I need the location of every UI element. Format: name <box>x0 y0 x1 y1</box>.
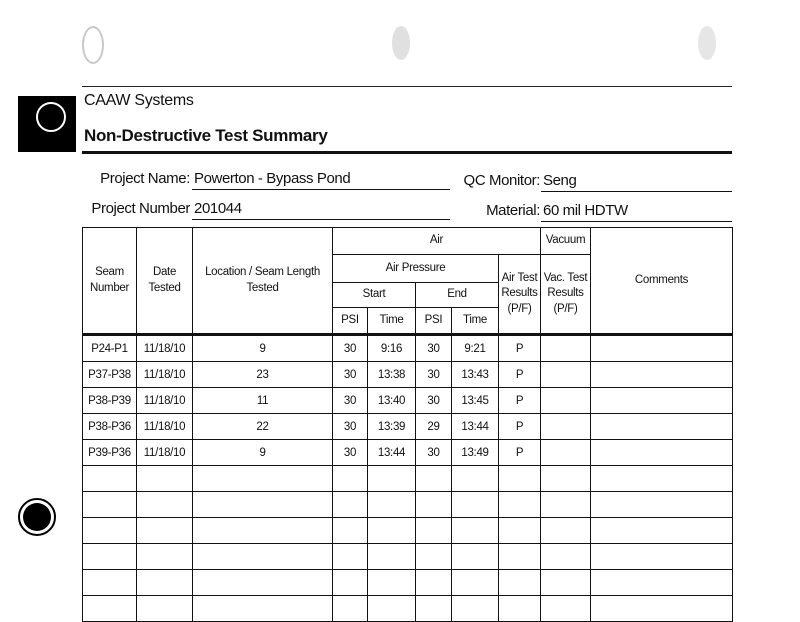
table-row <box>83 440 733 466</box>
cell-air-result: P <box>499 440 541 466</box>
material-line <box>541 221 732 222</box>
cell-end-time <box>452 518 499 544</box>
table-row <box>83 388 733 414</box>
cell-start-time: 13:44 <box>368 440 416 466</box>
cell-end-time <box>452 544 499 570</box>
cell-seam: P38-P39 <box>83 388 137 414</box>
cell-vac-result <box>541 570 591 596</box>
cell-end-psi: 30 <box>416 388 452 414</box>
cell-start-time <box>368 544 416 570</box>
cell-length: 9 <box>193 335 333 362</box>
header-comments: Comments <box>591 228 733 335</box>
top-rule <box>82 86 732 87</box>
cell-end-time: 13:44 <box>452 414 499 440</box>
cell-vac-result <box>541 440 591 466</box>
cell-date <box>137 466 193 492</box>
binder-mark-bottom <box>18 498 56 536</box>
cell-comments <box>591 466 733 492</box>
cell-start-time <box>368 570 416 596</box>
header-location: Location / Seam Length Tested <box>193 228 333 335</box>
table-row <box>83 414 733 440</box>
cell-end-time <box>452 570 499 596</box>
cell-end-psi: 30 <box>416 362 452 388</box>
project-name-line <box>192 189 450 190</box>
cell-air-result <box>499 544 541 570</box>
table-row <box>83 335 733 362</box>
cell-comments <box>591 544 733 570</box>
hole-punch-left <box>82 26 104 64</box>
ring-icon <box>36 102 66 132</box>
cell-start-psi <box>333 492 368 518</box>
cell-end-psi: 30 <box>416 335 452 362</box>
cell-end-psi <box>416 544 452 570</box>
cell-date <box>137 518 193 544</box>
cell-date: 11/18/10 <box>137 335 193 362</box>
cell-vac-result <box>541 414 591 440</box>
cell-date: 11/18/10 <box>137 414 193 440</box>
header-end-time: Time <box>452 308 499 335</box>
cell-start-psi <box>333 570 368 596</box>
cell-end-psi <box>416 492 452 518</box>
project-number-value: 201044 <box>194 200 242 217</box>
header-vac-test-results: Vac. Test Results (P/F) <box>541 255 591 335</box>
cell-comments <box>591 414 733 440</box>
cell-end-psi <box>416 518 452 544</box>
table-row <box>83 466 733 492</box>
hole-punch-right <box>698 26 716 60</box>
cell-start-psi: 30 <box>333 335 368 362</box>
cell-start-time: 13:38 <box>368 362 416 388</box>
cell-vac-result <box>541 362 591 388</box>
qc-monitor-value: Seng <box>543 172 577 189</box>
company-name: CAAW Systems <box>84 92 194 109</box>
cell-start-time <box>368 492 416 518</box>
table-row <box>83 362 733 388</box>
cell-air-result: P <box>499 335 541 362</box>
cell-date <box>137 492 193 518</box>
cell-length <box>193 544 333 570</box>
cell-vac-result <box>541 466 591 492</box>
hole-punch-center <box>392 26 410 60</box>
binder-mark-top <box>18 96 76 152</box>
cell-date <box>137 544 193 570</box>
cell-air-result: P <box>499 388 541 414</box>
cell-start-psi <box>333 466 368 492</box>
cell-date: 11/18/10 <box>137 388 193 414</box>
cell-end-time: 9:21 <box>452 335 499 362</box>
material-label: Material: <box>486 202 540 219</box>
report-title: Non-Destructive Test Summary <box>84 126 328 145</box>
cell-start-psi: 30 <box>333 362 368 388</box>
cell-length: 23 <box>193 362 333 388</box>
header-start: Start <box>333 283 416 308</box>
cell-start-time: 9:16 <box>368 335 416 362</box>
cell-end-time: 13:43 <box>452 362 499 388</box>
cell-seam: P24-P1 <box>83 335 137 362</box>
cell-comments <box>591 388 733 414</box>
cell-vac-result <box>541 518 591 544</box>
cell-comments <box>591 492 733 518</box>
header-air-pressure: Air Pressure <box>333 255 499 283</box>
cell-air-result <box>499 466 541 492</box>
cell-seam <box>83 492 137 518</box>
cell-vac-result <box>541 388 591 414</box>
cell-start-time <box>368 466 416 492</box>
header-vacuum: Vacuum <box>541 228 591 255</box>
cell-date: 11/18/10 <box>137 362 193 388</box>
cell-start-psi: 30 <box>333 414 368 440</box>
cell-seam: P39-P36 <box>83 440 137 466</box>
cell-length: 9 <box>193 440 333 466</box>
cell-air-result: P <box>499 414 541 440</box>
cell-seam <box>83 570 137 596</box>
cell-start-time <box>368 518 416 544</box>
qc-monitor-label: QC Monitor: <box>463 172 540 189</box>
cell-end-psi: 30 <box>416 440 452 466</box>
cell-end-time <box>452 492 499 518</box>
header-air-test-results: Air Test Results (P/F) <box>499 255 541 335</box>
cell-vac-result <box>541 492 591 518</box>
cell-start-psi <box>333 518 368 544</box>
cell-end-psi: 29 <box>416 414 452 440</box>
cell-seam <box>83 518 137 544</box>
cell-end-time <box>452 466 499 492</box>
title-rule <box>82 151 732 154</box>
cell-length <box>193 518 333 544</box>
cell-seam: P38-P36 <box>83 414 137 440</box>
cell-length: 22 <box>193 414 333 440</box>
header-air: Air <box>333 228 541 255</box>
cell-date: 11/18/10 <box>137 440 193 466</box>
header-end: End <box>416 283 499 308</box>
cell-comments <box>591 335 733 362</box>
cell-air-result <box>499 518 541 544</box>
cell-start-time: 13:39 <box>368 414 416 440</box>
table-row <box>83 570 733 596</box>
cell-comments <box>591 518 733 544</box>
cell-length: 11 <box>193 388 333 414</box>
cell-start-time: 13:40 <box>368 388 416 414</box>
cell-start-psi: 30 <box>333 388 368 414</box>
cell-air-result <box>499 492 541 518</box>
cell-date <box>137 570 193 596</box>
project-number-label: Project Number <box>91 200 190 217</box>
qc-monitor-line <box>541 191 732 192</box>
cell-vac-result <box>541 544 591 570</box>
cell-start-psi: 30 <box>333 440 368 466</box>
cell-air-result: P <box>499 362 541 388</box>
cell-end-psi <box>416 570 452 596</box>
cell-end-time: 13:45 <box>452 388 499 414</box>
cell-comments <box>591 570 733 596</box>
cell-air-result <box>499 570 541 596</box>
cell-length <box>193 570 333 596</box>
cell-end-psi <box>416 466 452 492</box>
header-date-tested: Date Tested <box>137 228 193 335</box>
test-summary-table <box>82 227 733 622</box>
cell-seam: P37-P38 <box>83 362 137 388</box>
table-row <box>83 518 733 544</box>
cell-seam <box>83 544 137 570</box>
cell-comments <box>591 440 733 466</box>
circle-icon <box>23 503 51 531</box>
header-start-psi: PSI <box>333 308 368 335</box>
cell-seam <box>83 466 137 492</box>
project-name-value: Powerton - Bypass Pond <box>194 170 351 187</box>
cell-length <box>193 492 333 518</box>
project-number-line <box>192 219 450 220</box>
cell-end-time: 13:49 <box>452 440 499 466</box>
material-value: 60 mil HDTW <box>543 202 628 219</box>
table-row <box>83 492 733 518</box>
cell-comments <box>591 362 733 388</box>
cell-vac-result <box>541 335 591 362</box>
cell-length <box>193 466 333 492</box>
cell-start-psi <box>333 544 368 570</box>
header-start-time: Time <box>368 308 416 335</box>
header-end-psi: PSI <box>416 308 452 335</box>
header-seam-number: Seam Number <box>83 228 137 335</box>
table-row <box>83 544 733 570</box>
project-name-label: Project Name: <box>100 170 190 187</box>
